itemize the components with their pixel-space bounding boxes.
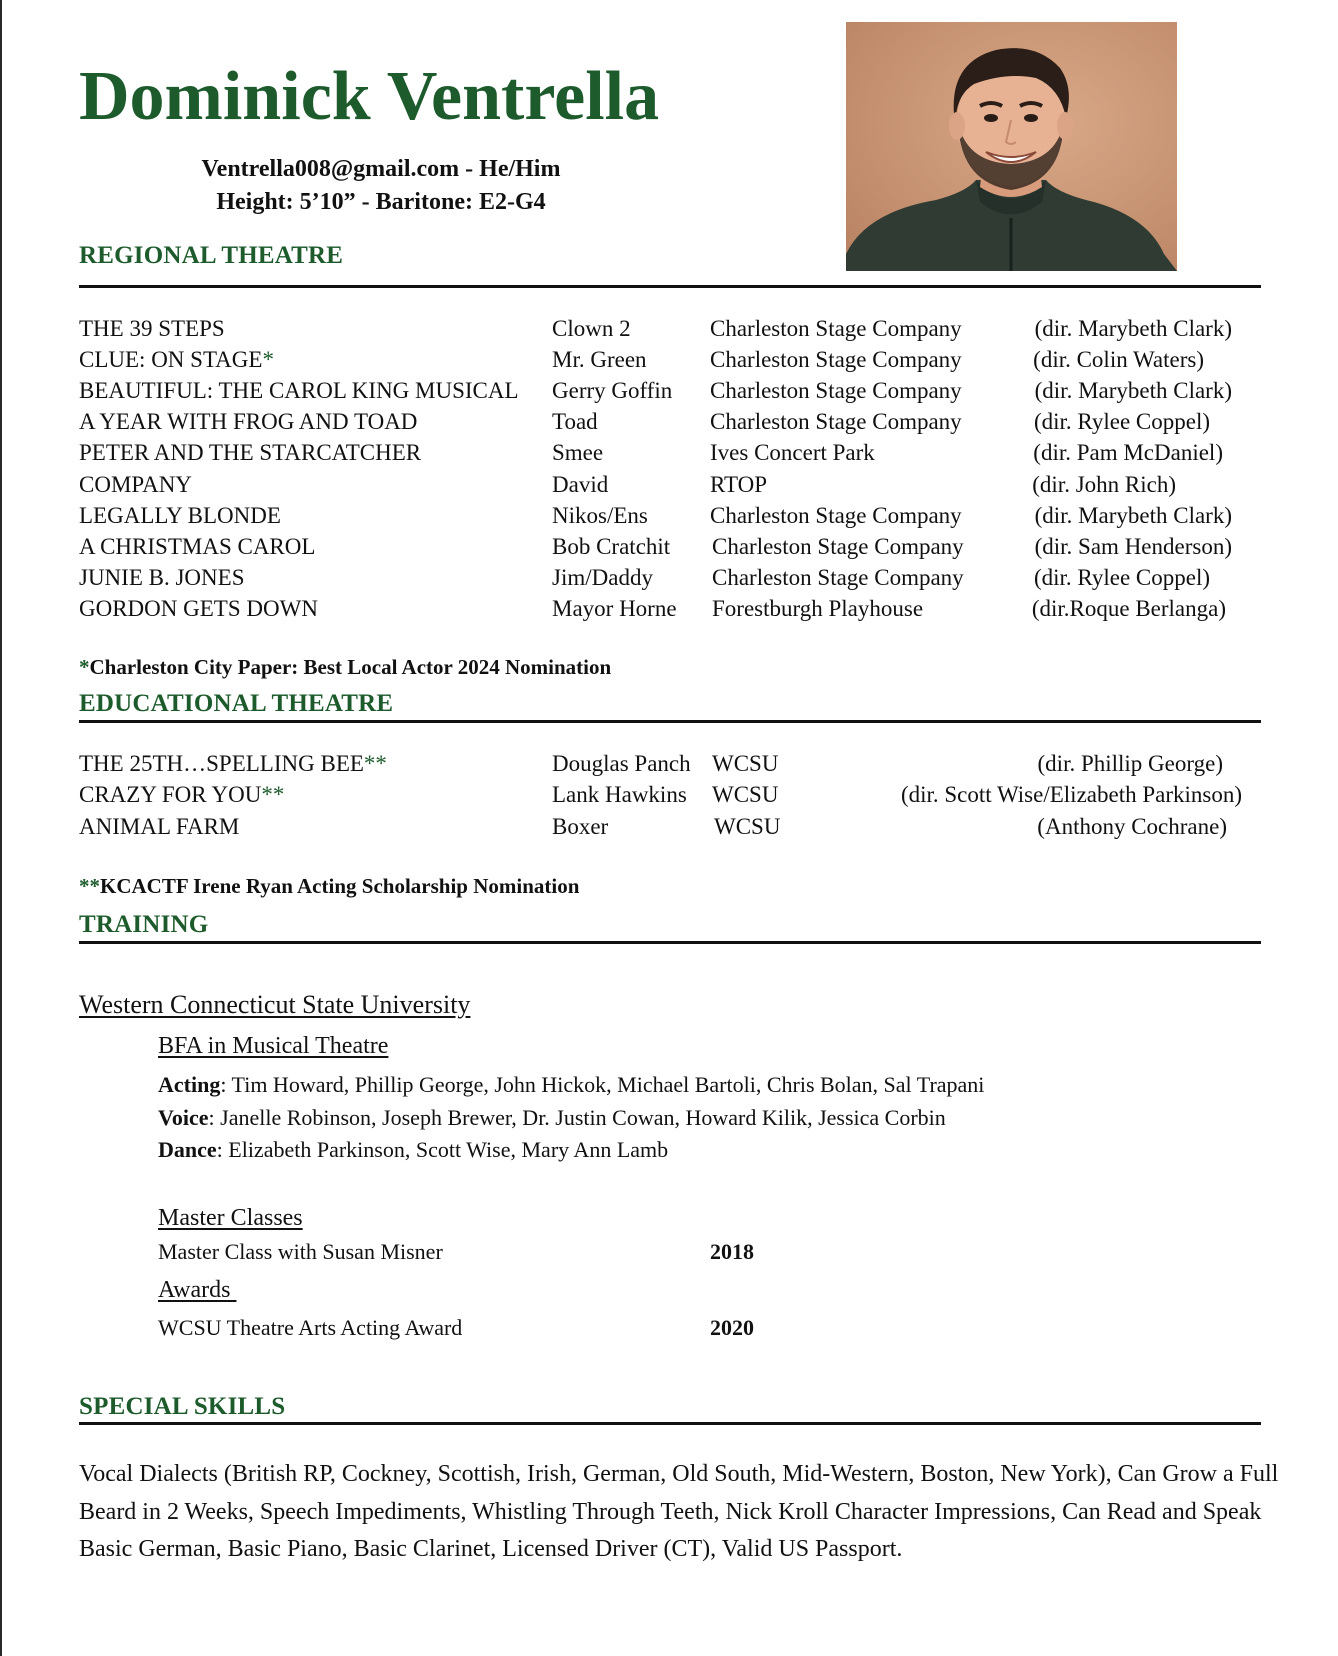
credit-director: (dir. Scott Wise/Elizabeth Parkinson) [900,782,1242,807]
credit-company: Charleston Stage Company [710,316,962,341]
credit-role: Boxer [552,814,609,839]
credit-show: CRAZY FOR YOU** [79,782,285,807]
section-divider [79,1422,1261,1425]
section-divider [79,941,1261,944]
credit-director: (Anthony Cochrane) [1037,814,1227,839]
credit-show: COMPANY [79,472,192,497]
credit-role: Mr. Green [552,347,647,372]
credit-role: Toad [552,409,598,434]
credit-company: Charleston Stage Company [712,534,964,559]
credit-company: Charleston Stage Company [710,409,962,434]
awards-heading: Awards [158,1277,237,1303]
degree-name: BFA in Musical Theatre [158,1033,389,1059]
credit-director: (dir.Roque Berlanga) [1031,596,1226,621]
credit-show: JUNIE B. JONES [79,565,245,590]
credit-director: (dir. Sam Henderson) [1034,534,1232,559]
credit-company: Charleston Stage Company [710,503,962,528]
actor-name: Dominick Ventrella [79,58,660,135]
credit-show: A CHRISTMAS CAROL [79,534,316,559]
master-classes-heading: Master Classes [158,1205,303,1231]
award-item: WCSU Theatre Arts Acting Award [158,1315,463,1340]
credit-company: WCSU [712,782,779,807]
credit-role: Lank Hawkins [552,782,687,807]
training-dance: Dance: Elizabeth Parkinson, Scott Wise, Mary Ann Lamb [158,1137,669,1162]
master-class-year: 2018 [710,1239,754,1264]
credit-show: GORDON GETS DOWN [79,596,318,621]
credit-role: David [552,472,609,497]
credit-role: Gerry Goffin [552,378,673,403]
regional-footnote: *Charleston City Paper: Best Local Actor 2024 Nomination [79,655,612,679]
award-year: 2020 [710,1315,754,1340]
credit-director: (dir. Marybeth Clark) [1034,503,1232,528]
section-title-educational-theatre: EDUCATIONAL THEATRE [79,690,394,717]
credit-show: PETER AND THE STARCATCHER [79,440,422,465]
credit-role: Jim/Daddy [552,565,653,590]
credit-role: Mayor Horne [552,596,677,621]
credit-company: Charleston Stage Company [712,565,964,590]
special-skills-text: Vocal Dialects (British RP, Cockney, Scottish, Irish, German, Old South, Mid-Western, Boston, New York), Can Grow a Full Beard in 2 Weeks, Speech Impediments, Whistling Through Teeth, Nick Kroll Character Impressions, Can Read and Speak Basic German, Basic Piano, Basic Clarinet, Licensed Driver (CT), Valid US Passport. [79,1461,1279,1562]
credit-company: Ives Concert Park [710,440,875,465]
credit-company: RTOP [710,472,767,497]
credit-director: (dir. Pam McDaniel) [1033,440,1223,465]
credit-role: Douglas Panch [552,751,691,776]
section-title-special-skills: SPECIAL SKILLS [79,1393,286,1420]
credit-company: Charleston Stage Company [710,347,962,372]
page-edge [0,0,2,1656]
stats-line: Height: 5’10” - Baritone: E2-G4 [216,189,546,215]
credit-company: Forestburgh Playhouse [712,596,924,621]
credit-director: (dir. John Rich) [1032,472,1176,497]
credit-show: THE 25TH…SPELLING BEE** [79,751,387,776]
credit-director: (dir. Phillip George) [1037,751,1223,776]
section-divider [79,720,1261,723]
credit-role: Clown 2 [552,316,631,341]
credit-show: THE 39 STEPS [79,316,225,341]
credit-director: (dir. Rylee Coppel) [1033,409,1210,434]
section-title-training: TRAINING [79,911,209,938]
credit-company: Charleston Stage Company [710,378,962,403]
credit-show: CLUE: ON STAGE* [79,347,274,372]
educational-footnote: **KCACTF Irene Ryan Acting Scholarship Nomination [79,874,580,898]
credit-show: ANIMAL FARM [79,814,240,839]
contact-line: Ventrella008@gmail.com - He/Him [201,156,561,182]
credit-show: A YEAR WITH FROG AND TOAD [79,409,418,434]
credit-show: LEGALLY BLONDE [79,503,281,528]
credit-show: BEAUTIFUL: THE CAROL KING MUSICAL [79,378,519,403]
master-class-item: Master Class with Susan Misner [158,1239,443,1264]
credit-company: WCSU [712,751,779,776]
credit-director: (dir. Rylee Coppel) [1033,565,1210,590]
credit-role: Smee [552,440,604,465]
section-divider [79,285,1261,288]
training-acting: Acting: Tim Howard, Phillip George, John Hickok, Michael Bartoli, Chris Bolan, Sal Trapani [158,1072,985,1097]
training-voice: Voice: Janelle Robinson, Joseph Brewer, Dr. Justin Cowan, Howard Kilik, Jessica Corbin [158,1105,946,1130]
credit-company: WCSU [714,814,781,839]
credit-role: Nikos/Ens [552,503,648,528]
credit-director: (dir. Colin Waters) [1033,347,1204,372]
section-title-regional-theatre: REGIONAL THEATRE [79,242,344,269]
headshot-photo [846,22,1177,271]
credit-role: Bob Cratchit [552,534,671,559]
credit-director: (dir. Marybeth Clark) [1034,316,1232,341]
school-name: Western Connecticut State University [79,990,471,1019]
credit-director: (dir. Marybeth Clark) [1034,378,1232,403]
